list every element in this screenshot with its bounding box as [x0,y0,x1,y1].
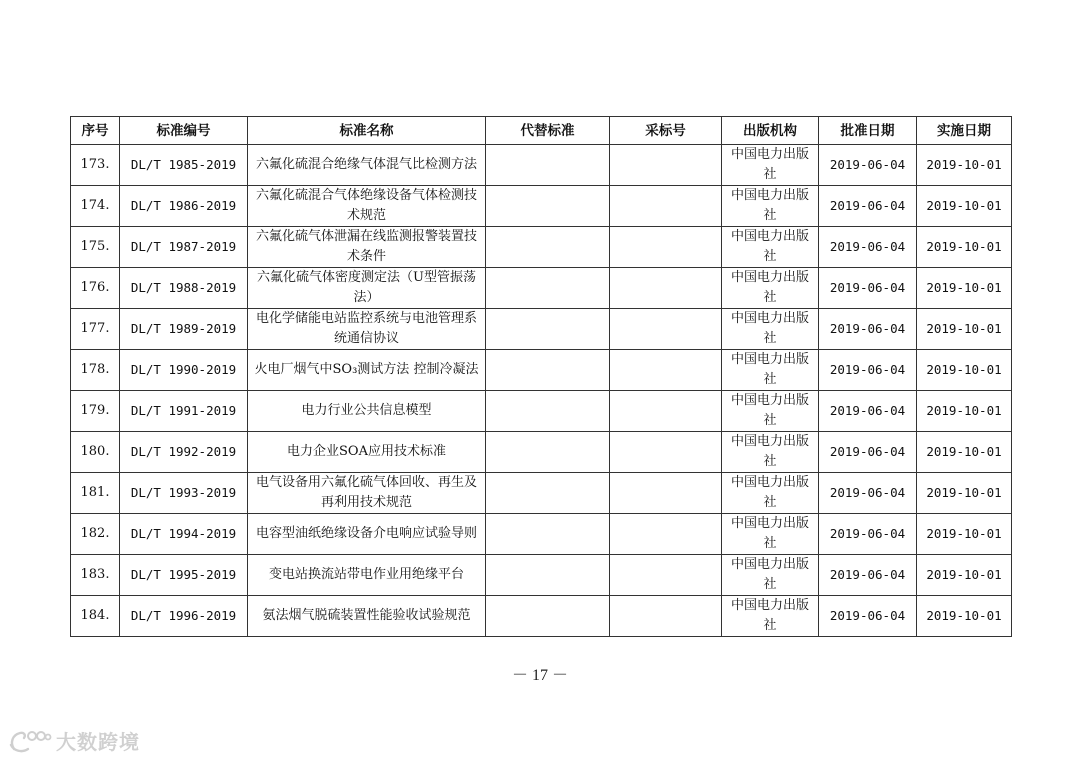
cell-adopted [610,350,722,391]
cell-effective: 2019-10-01 [917,145,1012,186]
cell-name: 电力企业SOA应用技术标准 [248,432,486,473]
cell-approved: 2019-06-04 [819,186,917,227]
cell-replaces [486,350,610,391]
page-number: － 17 － [511,667,568,684]
cell-seq: 182. [71,514,120,555]
cell-name: 火电厂烟气中SO₃测试方法 控制冷凝法 [248,350,486,391]
cell-name: 六氟化硫气体泄漏在线监测报警装置技术条件 [248,227,486,268]
cell-name: 六氟化硫混合气体绝缘设备气体检测技术规范 [248,186,486,227]
cell-code: DL/T 1990-2019 [120,350,248,391]
cell-seq: 179. [71,391,120,432]
cell-seq: 183. [71,555,120,596]
cell-seq: 181. [71,473,120,514]
table-row [71,555,1012,596]
cell-publisher: 中国电力出版社 [722,186,819,227]
table-row [71,227,1012,268]
header-name: 标准名称 [248,117,486,145]
header-publisher: 出版机构 [722,117,819,145]
table-body [71,145,1012,637]
header-adopted: 采标号 [610,117,722,145]
cell-approved: 2019-06-04 [819,391,917,432]
cell-publisher: 中国电力出版社 [722,145,819,186]
cell-publisher: 中国电力出版社 [722,555,819,596]
cell-adopted [610,268,722,309]
cell-seq: 175. [71,227,120,268]
table-row [71,514,1012,555]
cell-replaces [486,391,610,432]
cell-name: 电力行业公共信息模型 [248,391,486,432]
table-row [71,186,1012,227]
table-row [71,268,1012,309]
cell-effective: 2019-10-01 [917,268,1012,309]
cell-code: DL/T 1989-2019 [120,309,248,350]
cell-seq: 178. [71,350,120,391]
table-row [71,350,1012,391]
cell-effective: 2019-10-01 [917,514,1012,555]
cell-code: DL/T 1985-2019 [120,145,248,186]
cell-effective: 2019-10-01 [917,350,1012,391]
header-approved: 批准日期 [819,117,917,145]
cell-adopted [610,514,722,555]
cell-replaces [486,227,610,268]
cell-publisher: 中国电力出版社 [722,350,819,391]
cell-name: 氨法烟气脱硫装置性能验收试验规范 [248,596,486,637]
cell-effective: 2019-10-01 [917,596,1012,637]
table-row [71,145,1012,186]
cell-effective: 2019-10-01 [917,186,1012,227]
cell-adopted [610,432,722,473]
cell-approved: 2019-06-04 [819,514,917,555]
cell-effective: 2019-10-01 [917,473,1012,514]
cell-replaces [486,596,610,637]
cell-publisher: 中国电力出版社 [722,473,819,514]
cell-publisher: 中国电力出版社 [722,268,819,309]
weibo-logo-icon [8,727,52,755]
cell-name: 变电站换流站带电作业用绝缘平台 [248,555,486,596]
cell-adopted [610,596,722,637]
table-row [71,391,1012,432]
cell-approved: 2019-06-04 [819,227,917,268]
cell-approved: 2019-06-04 [819,309,917,350]
cell-code: DL/T 1996-2019 [120,596,248,637]
cell-adopted [610,473,722,514]
table-row [71,309,1012,350]
cell-code: DL/T 1988-2019 [120,268,248,309]
cell-approved: 2019-06-04 [819,555,917,596]
cell-code: DL/T 1994-2019 [120,514,248,555]
cell-name: 六氟化硫气体密度测定法（U型管振荡法） [248,268,486,309]
cell-adopted [610,227,722,268]
cell-seq: 176. [71,268,120,309]
cell-effective: 2019-10-01 [917,391,1012,432]
cell-replaces [486,186,610,227]
cell-name: 电化学储能电站监控系统与电池管理系统通信协议 [248,309,486,350]
cell-approved: 2019-06-04 [819,350,917,391]
cell-code: DL/T 1986-2019 [120,186,248,227]
table-row [71,596,1012,637]
cell-code: DL/T 1987-2019 [120,227,248,268]
cell-adopted [610,391,722,432]
cell-adopted [610,309,722,350]
cell-code: DL/T 1995-2019 [120,555,248,596]
cell-code: DL/T 1991-2019 [120,391,248,432]
cell-approved: 2019-06-04 [819,145,917,186]
cell-publisher: 中国电力出版社 [722,514,819,555]
cell-seq: 180. [71,432,120,473]
table-header [71,117,1012,145]
standards-table [70,116,1012,637]
table-header-row [71,117,1012,145]
cell-effective: 2019-10-01 [917,309,1012,350]
cell-replaces [486,432,610,473]
cell-approved: 2019-06-04 [819,596,917,637]
cell-effective: 2019-10-01 [917,227,1012,268]
cell-replaces [486,145,610,186]
cell-effective: 2019-10-01 [917,555,1012,596]
cell-replaces [486,309,610,350]
cell-adopted [610,555,722,596]
cell-name: 六氟化硫混合绝缘气体混气比检测方法 [248,145,486,186]
cell-publisher: 中国电力出版社 [722,596,819,637]
cell-publisher: 中国电力出版社 [722,391,819,432]
cell-name: 电气设备用六氟化硫气体回收、再生及再利用技术规范 [248,473,486,514]
cell-approved: 2019-06-04 [819,432,917,473]
cell-approved: 2019-06-04 [819,473,917,514]
cell-replaces [486,514,610,555]
cell-seq: 174. [71,186,120,227]
header-seq: 序号 [71,117,120,145]
table-row [71,432,1012,473]
cell-seq: 177. [71,309,120,350]
cell-name: 电容型油纸绝缘设备介电响应试验导则 [248,514,486,555]
table-row [71,473,1012,514]
cell-code: DL/T 1992-2019 [120,432,248,473]
header-effective: 实施日期 [917,117,1012,145]
cell-effective: 2019-10-01 [917,432,1012,473]
watermark-text: 大数跨境 [56,730,140,754]
header-replaces: 代替标准 [486,117,610,145]
cell-replaces [486,268,610,309]
cell-adopted [610,186,722,227]
cell-seq: 184. [71,596,120,637]
cell-code: DL/T 1993-2019 [120,473,248,514]
cell-seq: 173. [71,145,120,186]
cell-publisher: 中国电力出版社 [722,432,819,473]
header-code: 标准编号 [120,117,248,145]
cell-publisher: 中国电力出版社 [722,309,819,350]
watermark [8,726,140,755]
cell-adopted [610,145,722,186]
cell-replaces [486,473,610,514]
cell-replaces [486,555,610,596]
cell-publisher: 中国电力出版社 [722,227,819,268]
cell-approved: 2019-06-04 [819,268,917,309]
